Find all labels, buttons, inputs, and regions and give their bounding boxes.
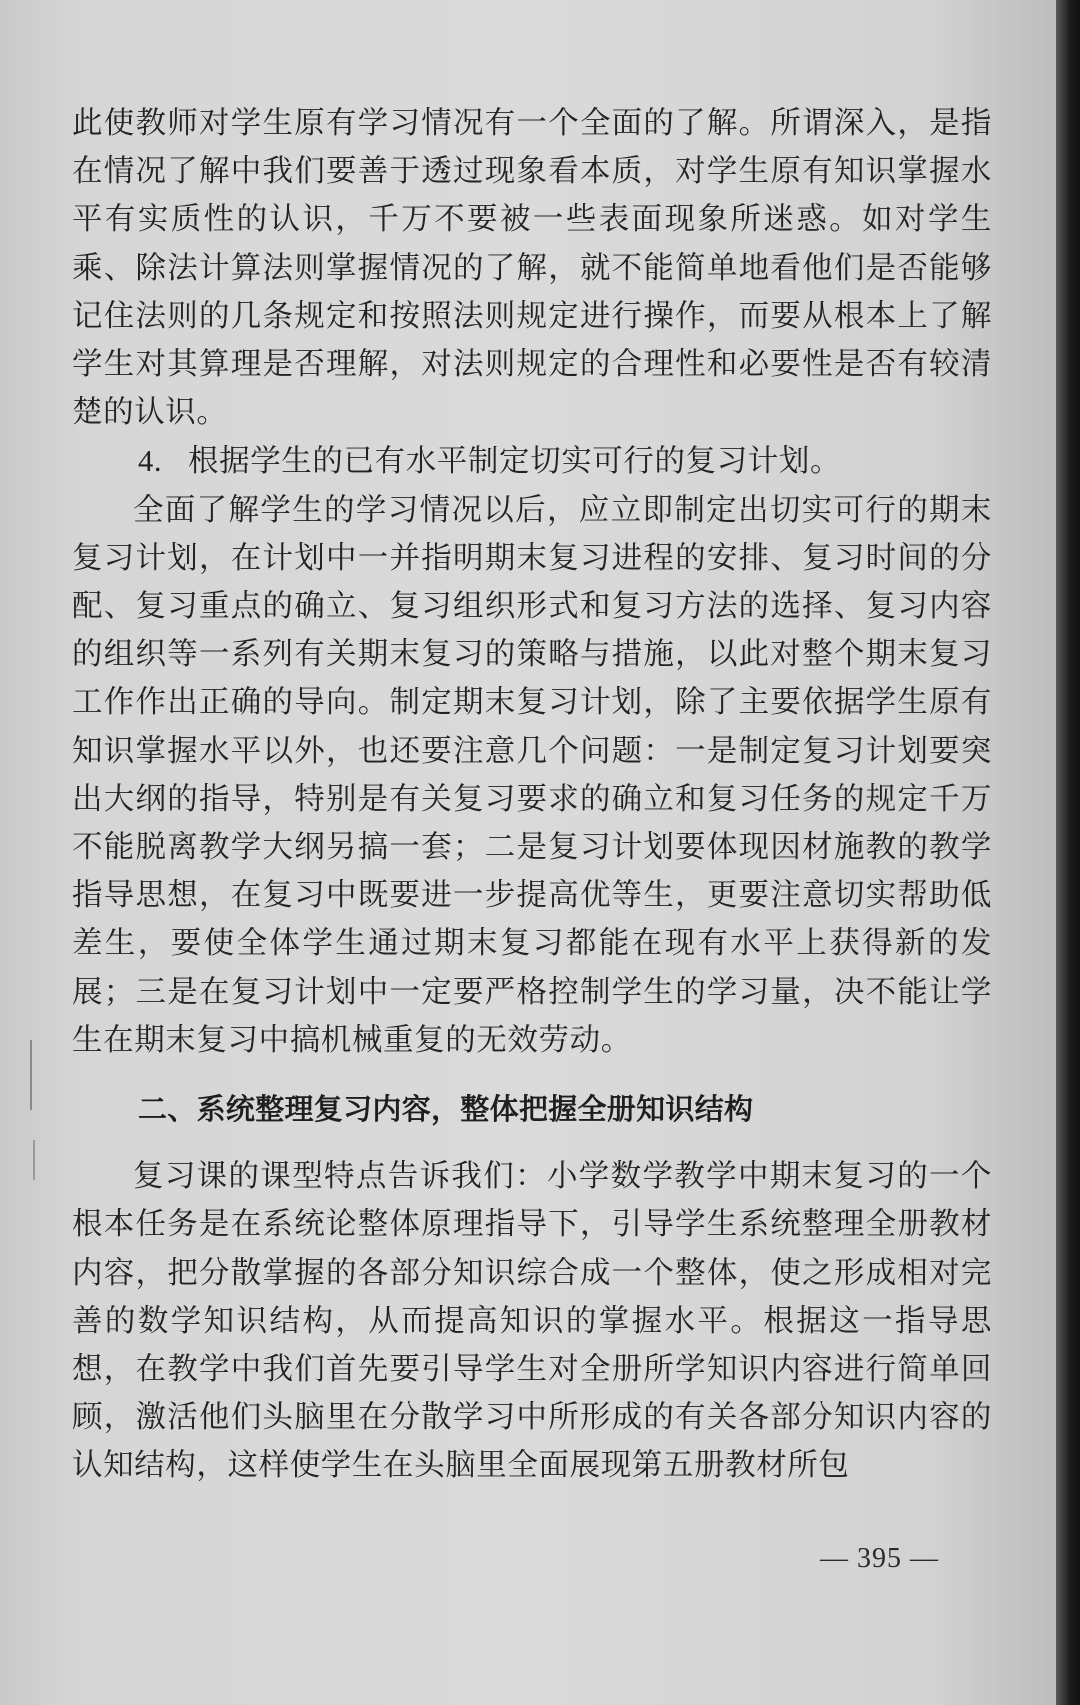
margin-mark <box>30 1040 32 1110</box>
margin-mark <box>33 1140 35 1180</box>
numbered-item-4 <box>72 437 992 486</box>
page-number: — 395 — <box>820 1543 939 1574</box>
item-number: 4. <box>138 444 163 479</box>
item-text: 根据学生的已有水平制定切实可行的复习计划。 <box>188 444 842 480</box>
paragraph-continued: 此使教师对学生原有学习情况有一个全面的了解。所谓深入，是指在情况了解中我们要善于透过现象看本质，对学生原有知识掌握水平有实质性的认识，千万不要被一些表面现象所迷惑。如对学生乘、除法计算法则掌握情况的了解，就不能简单地看他们是否能够记住法则的几条规定和按照法则规定进行操作，而要从根本上了解学生对其算理是否理解，对法则规定的合理性和必要性是否有较清楚的认识。 <box>72 106 992 431</box>
section-heading: 二、系统整理复习内容，整体把握全册知识结构 <box>138 1092 754 1127</box>
scan-edge <box>1056 0 1080 1705</box>
paragraph-plan: 全面了解学生的学习情况以后，应立即制定出切实可行的期末复习计划，在计划中一并指明期末复习进程的安排、复习时间的分配、复习重点的确立、复习组织形式和复习方法的选择、复习内容的组织等一系列有关期末复习的策略与措施，以此对整个期末复习工作作出正确的导向。制定期末复习计划，除了主要依据学生原有知识掌握水平以外，也还要注意几个问题：一是制定复习计划要突出大纲的指导，特别是有关复习要求的确立和复习任务的规定千万不能脱离教学大纲另搞一套；二是复习计划要体现因材施教的教学指导思想，在复习中既要进一步提高优等生，更要注意切实帮助低差生，要使全体学生通过期末复习都能在现有水平上获得新的发展；三是在复习计划中一定要严格控制学生的学习量，决不能让学生在期末复习中搞机械重复的无效劳动。 <box>72 492 992 1058</box>
paragraph-review: 复习课的课型特点告诉我们：小学数学教学中期末复习的一个根本任务是在系统论整体原理指导下，引导学生系统整理全册教材内容，把分散掌握的各部分知识综合成一个整体，使之形成相对完善的数学知识结构，从而提高知识的掌握水平。根据这一指导思想，在教学中我们首先要引导学生对全册所学知识内容进行简单回顾，激活他们头脑里在分散学习中所形成的有关各部分知识内容的认知结构，这样使学生在头脑里全面展现第五册教材所包 <box>72 1159 992 1484</box>
page-body <box>72 100 992 1491</box>
